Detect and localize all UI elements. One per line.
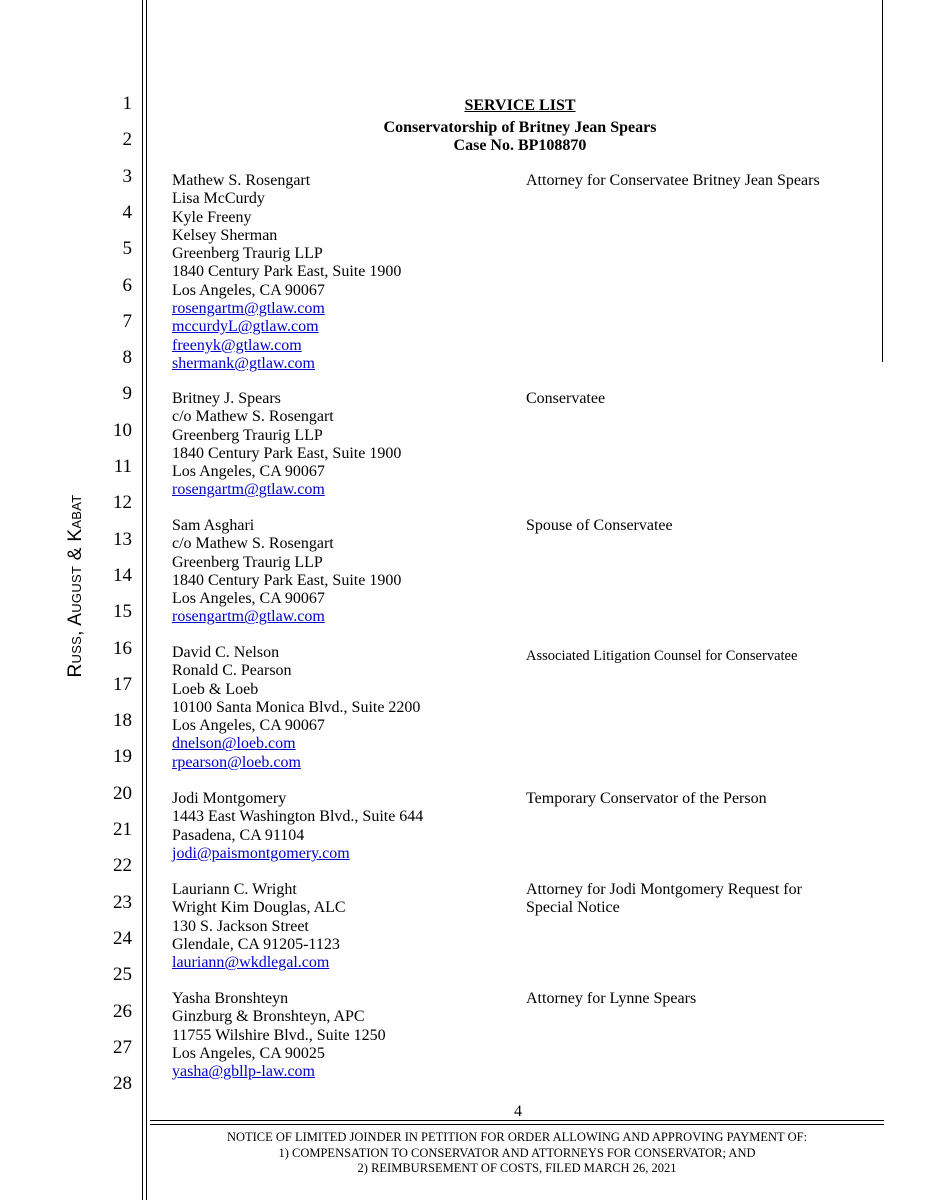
left-margin-rule-2 (146, 0, 147, 1200)
email-line (172, 845, 423, 863)
email-link[interactable]: yasha@gbllp-law.com (172, 1063, 315, 1081)
address-line: Jodi Montgomery (172, 790, 287, 807)
line-number: 18 (113, 710, 132, 732)
address-line: Greenberg Traurig LLP (172, 245, 323, 263)
address-line: Lisa McCurdy (172, 190, 265, 208)
line-number: 15 (113, 601, 132, 623)
email-link[interactable]: lauriann@wkdlegal.com (172, 954, 330, 972)
address-line: Los Angeles, CA 90067 (172, 281, 325, 299)
address-line: Loeb & Loeb (172, 680, 259, 698)
address-line: Ginzburg & Bronshteyn, APC (172, 1008, 365, 1026)
address-line: Glendale, CA 91205-1123 (172, 935, 340, 953)
address-line: Los Angeles, CA 90067 (172, 590, 325, 608)
party-address-block (172, 172, 401, 373)
service-list-title: SERVICE LIST (464, 97, 576, 114)
address-line: Greenberg Traurig LLP (172, 553, 323, 571)
left-margin-rule-1 (142, 0, 143, 1200)
line-number: 17 (113, 673, 132, 695)
line-number: 3 (122, 165, 132, 187)
address-line: 1443 East Washington Blvd., Suite 644 (172, 808, 424, 826)
email-link[interactable]: rpearson@loeb.com (172, 753, 301, 771)
email-line (172, 355, 401, 373)
line-number: 8 (122, 347, 132, 369)
address-line: Sam Asghari (172, 517, 255, 534)
email-line (172, 481, 401, 499)
party-role: Attorney for Conservatee Britney Jean Spears (526, 172, 820, 189)
line-number: 23 (113, 891, 132, 913)
party-role: Attorney for Jodi Montgomery Request for Special Notice (526, 881, 802, 917)
line-number: 27 (113, 1036, 132, 1058)
party-role: Temporary Conservator of the Person (526, 790, 767, 807)
line-number: 12 (113, 492, 132, 514)
footer-line-3: 2) REIMBURSEMENT OF COSTS, FILED MARCH 26, 2021 (357, 1161, 677, 1175)
address-line: c/o Mathew S. Rosengart (172, 408, 334, 426)
address-line: Mathew S. Rosengart (172, 172, 311, 189)
line-number: 7 (122, 310, 132, 332)
line-number: 20 (113, 782, 132, 804)
email-line (172, 318, 401, 336)
party-role: Associated Litigation Counsel for Conservatee (526, 648, 798, 664)
email-line (172, 754, 420, 772)
email-link[interactable]: rosengartm@gtlaw.com (172, 300, 325, 318)
party-role: Attorney for Lynne Spears (526, 990, 697, 1007)
address-line: Wright Kim Douglas, ALC (172, 899, 346, 917)
email-line (172, 337, 401, 355)
firm-name: Russ, August & Kabat (65, 494, 86, 678)
line-number: 13 (113, 528, 132, 550)
party-address-block (172, 790, 423, 863)
party-role: Spouse of Conservatee (526, 517, 673, 534)
case-number: Case No. BP108870 (453, 137, 587, 154)
email-line (172, 1063, 386, 1081)
line-number: 16 (113, 637, 132, 659)
email-link[interactable]: jodi@paismontgomery.com (172, 844, 350, 862)
party-role: Conservatee (526, 390, 606, 407)
email-line (172, 608, 401, 626)
address-line: 1840 Century Park East, Suite 1900 (172, 571, 402, 589)
address-line: c/o Mathew S. Rosengart (172, 535, 334, 553)
email-line (172, 954, 346, 972)
address-line: Los Angeles, CA 90025 (172, 1044, 325, 1062)
address-line: Kyle Freeny (172, 208, 252, 226)
email-link[interactable]: rosengartm@gtlaw.com (172, 481, 325, 499)
party-address-block (172, 517, 401, 627)
address-line: Lauriann C. Wright (172, 881, 297, 898)
party-address-block (172, 881, 346, 972)
line-number: 11 (113, 456, 132, 477)
footer-line-1: NOTICE OF LIMITED JOINDER IN PETITION FOR ORDER ALLOWING AND APPROVING PAYMENT OF: (226, 1130, 808, 1144)
email-link[interactable]: shermank@gtlaw.com (172, 354, 315, 372)
address-line: Los Angeles, CA 90067 (172, 463, 325, 481)
address-line: Pasadena, CA 91104 (172, 826, 305, 844)
address-line: Los Angeles, CA 90067 (172, 717, 325, 735)
party-address-block (172, 390, 401, 500)
line-number: 26 (113, 1000, 132, 1022)
email-line (172, 300, 401, 318)
address-line: 1840 Century Park East, Suite 1900 (172, 263, 402, 281)
document-footer (150, 1130, 884, 1177)
footer-line-2: 1) COMPENSATION TO CONSERVATOR AND ATTORNEYS FOR CONSERVATOR; AND (278, 1145, 756, 1160)
address-line: Yasha Bronshteyn (172, 990, 289, 1007)
line-number: 5 (122, 238, 132, 260)
matter-subtitle: Conservatorship of Britney Jean Spears (383, 119, 657, 136)
address-line: 130 S. Jackson Street (172, 917, 309, 935)
address-line: David C. Nelson (172, 644, 280, 661)
address-line: Britney J. Spears (172, 390, 281, 407)
footer-rule-2 (150, 1124, 884, 1125)
line-number: 21 (113, 819, 132, 840)
line-number: 2 (122, 129, 132, 151)
address-line: 1840 Century Park East, Suite 1900 (172, 444, 402, 462)
line-number: 9 (122, 383, 132, 405)
line-number: 1 (122, 93, 132, 114)
party-address-block (172, 644, 420, 772)
address-line: Kelsey Sherman (172, 226, 278, 244)
email-link[interactable]: freenyk@gtlaw.com (172, 336, 302, 354)
address-line: 11755 Wilshire Blvd., Suite 1250 (172, 1026, 386, 1044)
party-address-block (172, 990, 386, 1081)
right-margin-rule (882, 0, 883, 362)
line-number: 19 (113, 746, 132, 768)
address-line: 10100 Santa Monica Blvd., Suite 2200 (172, 698, 421, 716)
line-number: 10 (113, 419, 132, 441)
email-line (172, 735, 420, 753)
line-number: 4 (122, 201, 132, 223)
email-link[interactable]: dnelson@loeb.com (172, 735, 296, 753)
email-link[interactable]: rosengartm@gtlaw.com (172, 608, 325, 626)
line-number: 6 (122, 274, 132, 296)
address-line: Ronald C. Pearson (172, 662, 292, 680)
line-number: 25 (113, 964, 132, 986)
line-number: 24 (113, 927, 132, 949)
line-number: 14 (113, 564, 132, 586)
address-line: Greenberg Traurig LLP (172, 426, 323, 444)
email-link[interactable]: mccurdyL@gtlaw.com (172, 318, 319, 336)
line-number: 28 (113, 1073, 132, 1095)
line-number: 22 (113, 855, 132, 877)
page-number: 4 (514, 1103, 522, 1120)
